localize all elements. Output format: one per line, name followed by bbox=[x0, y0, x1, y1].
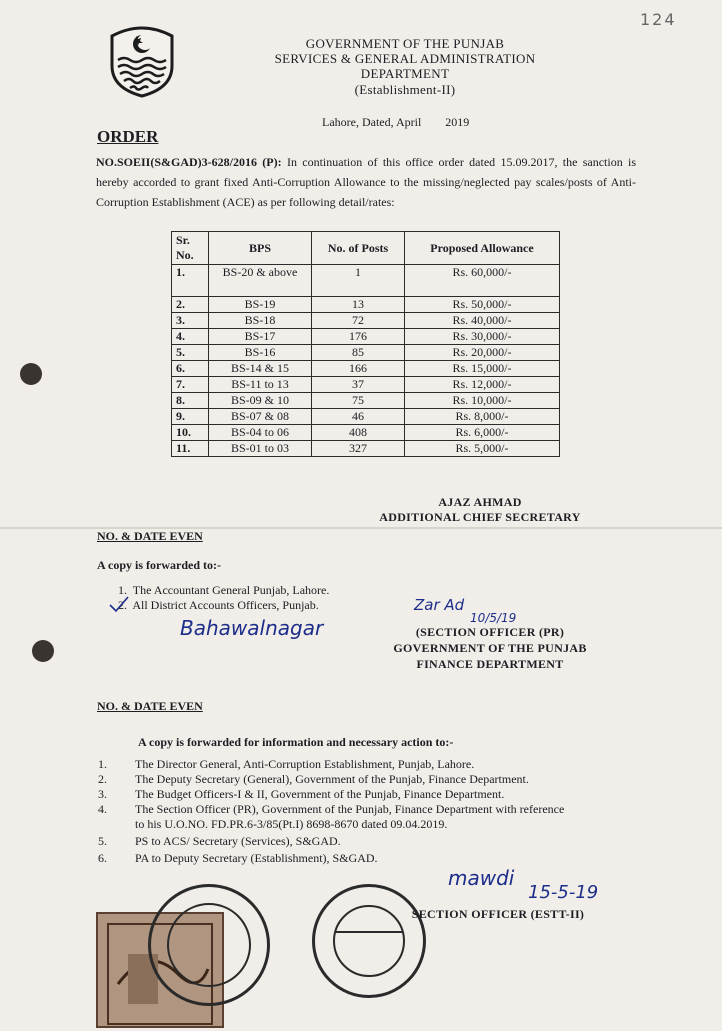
table-cell: Rs. 50,000/- bbox=[405, 297, 560, 313]
table-cell: Rs. 15,000/- bbox=[405, 361, 560, 377]
table-cell: 4. bbox=[172, 329, 209, 345]
list-item: The Director General, Anti-Corruption Establishment, Punjab, Lahore. bbox=[135, 757, 475, 771]
table-cell: Rs. 20,000/- bbox=[405, 345, 560, 361]
list-item-number: 4. bbox=[98, 802, 107, 816]
col-header-bps: BPS bbox=[209, 232, 312, 265]
table-row bbox=[172, 313, 560, 329]
list-item: PS to ACS/ Secretary (Services), S&GAD. bbox=[135, 834, 341, 848]
table-cell: BS-18 bbox=[209, 313, 312, 329]
office-line3: FINANCE DEPARTMENT bbox=[416, 657, 564, 671]
order-body bbox=[96, 152, 636, 212]
table-cell: BS-07 & 08 bbox=[209, 409, 312, 425]
list-item-number: 3. bbox=[98, 787, 107, 801]
table-cell: Rs. 8,000/- bbox=[405, 409, 560, 425]
list-item: The Section Officer (PR), Government of the Punjab, Finance Department with reference bbox=[135, 802, 565, 816]
table-cell: 85 bbox=[312, 345, 405, 361]
table-cell: Rs. 6,000/- bbox=[405, 425, 560, 441]
table-cell: 11. bbox=[172, 441, 209, 457]
table-cell: 75 bbox=[312, 393, 405, 409]
table-row bbox=[172, 441, 560, 457]
section-officer-estt: SECTION OFFICER (ESTT-II) bbox=[411, 907, 585, 921]
table-row bbox=[172, 425, 560, 441]
table-cell: 1. bbox=[172, 265, 209, 297]
list-item-number: 5. bbox=[98, 834, 107, 848]
col-header-posts: No. of Posts bbox=[312, 232, 405, 265]
page-number: 124 bbox=[640, 10, 677, 29]
dated-line: Lahore, Dated, April 2019 bbox=[322, 115, 470, 129]
table-cell: 10. bbox=[172, 425, 209, 441]
table-cell: BS-19 bbox=[209, 297, 312, 313]
punjab-emblem-logo bbox=[108, 26, 176, 98]
table-cell: 2. bbox=[172, 297, 209, 313]
order-title: ORDER bbox=[97, 127, 159, 146]
table-cell: 13 bbox=[312, 297, 405, 313]
signatory-title: ADDITIONAL CHIEF SECRETARY bbox=[379, 510, 581, 524]
table-cell: Rs. 5,000/- bbox=[405, 441, 560, 457]
table-row bbox=[172, 393, 560, 409]
round-receipt-stamp bbox=[312, 884, 426, 998]
list-item: The Budget Officers-I & II, Government of the Punjab, Finance Department. bbox=[135, 787, 505, 801]
list-item-number: 2. bbox=[98, 772, 107, 786]
table-cell: 327 bbox=[312, 441, 405, 457]
copy2-heading: NO. & DATE EVEN bbox=[97, 699, 203, 713]
table-cell: Rs. 30,000/- bbox=[405, 329, 560, 345]
table-row bbox=[172, 265, 560, 297]
signatory-name: AJAZ AHMAD bbox=[438, 495, 522, 509]
order-text: In continuation of this office order dated 15.09.2017, the sanction is hereby accorded to grant fixed Anti-Corruption Allowance to the missing/neglected pay scales/posts of Anti-Corruption Establishment (ACE) as per following detail/rates: bbox=[96, 155, 637, 209]
header-department: SERVICES & GENERAL ADMINISTRATION bbox=[274, 51, 536, 66]
handwritten-signature: mawdi bbox=[448, 866, 515, 890]
table-cell: 9. bbox=[172, 409, 209, 425]
copy1-forwarded: A copy is forwarded to:- bbox=[97, 558, 221, 572]
table-cell: 3. bbox=[172, 313, 209, 329]
table-row bbox=[172, 345, 560, 361]
table-cell: BS-04 to 06 bbox=[209, 425, 312, 441]
office-line2: GOVERNMENT OF THE PUNJAB bbox=[393, 641, 587, 655]
handwritten-date: 10/5/19 bbox=[470, 611, 517, 625]
table-cell: BS-16 bbox=[209, 345, 312, 361]
round-postmark-stamp bbox=[148, 884, 270, 1006]
table-cell: 176 bbox=[312, 329, 405, 345]
list-item-number: 6. bbox=[98, 851, 107, 865]
table-cell: 72 bbox=[312, 313, 405, 329]
table-cell: Rs. 40,000/- bbox=[405, 313, 560, 329]
table-cell: BS-17 bbox=[209, 329, 312, 345]
table-cell: 6. bbox=[172, 361, 209, 377]
table-cell: 8. bbox=[172, 393, 209, 409]
handwritten-place: Bahawalnagar bbox=[180, 616, 324, 640]
table-row bbox=[172, 409, 560, 425]
table-cell: 408 bbox=[312, 425, 405, 441]
table-cell: 1 bbox=[312, 265, 405, 297]
tick-mark-icon bbox=[108, 595, 130, 613]
table-row bbox=[172, 329, 560, 345]
table-row bbox=[172, 377, 560, 393]
table-header-row bbox=[172, 232, 560, 265]
table-cell: 166 bbox=[312, 361, 405, 377]
col-header-allowance: Proposed Allowance bbox=[405, 232, 560, 265]
table-cell: BS-09 & 10 bbox=[209, 393, 312, 409]
punch-hole bbox=[32, 640, 54, 662]
list-item-number: 1. bbox=[98, 757, 107, 771]
handwritten-date-2: 15-5-19 bbox=[528, 882, 599, 903]
order-number: NO.SOEII(S&GAD)3-628/2016 (P): bbox=[96, 155, 282, 169]
table-cell: BS-14 & 15 bbox=[209, 361, 312, 377]
header-establishment: (Establishment-II) bbox=[354, 82, 456, 97]
allowance-table bbox=[171, 231, 560, 457]
list-item: 2. All District Accounts Officers, Punjab. bbox=[118, 598, 319, 612]
office-line1: (SECTION OFFICER (PR) bbox=[415, 625, 565, 639]
list-item: 1. The Accountant General Punjab, Lahore. bbox=[118, 583, 330, 597]
table-row bbox=[172, 361, 560, 377]
handwritten-initials: Zar Ad bbox=[414, 596, 465, 614]
table-cell: Rs. 10,000/- bbox=[405, 393, 560, 409]
table-cell: Rs. 60,000/- bbox=[405, 265, 560, 297]
list-item: The Deputy Secretary (General), Government of the Punjab, Finance Department. bbox=[135, 772, 529, 786]
header-government: GOVERNMENT OF THE PUNJAB bbox=[305, 36, 505, 51]
list-item: PA to Deputy Secretary (Establishment), S&GAD. bbox=[135, 851, 378, 865]
header-department-cont: DEPARTMENT bbox=[360, 66, 450, 81]
table-cell: 46 bbox=[312, 409, 405, 425]
table-cell: 7. bbox=[172, 377, 209, 393]
table-cell: 5. bbox=[172, 345, 209, 361]
col-header-sr: Sr. No. bbox=[172, 232, 209, 265]
table-row bbox=[172, 297, 560, 313]
list-item: to his U.O.NO. FD.PR.6-3/85(Pt.I) 8698-8670 dated 09.04.2019. bbox=[135, 817, 448, 831]
table-cell: BS-01 to 03 bbox=[209, 441, 312, 457]
table-cell: 37 bbox=[312, 377, 405, 393]
table-cell: BS-11 to 13 bbox=[209, 377, 312, 393]
copy1-heading: NO. & DATE EVEN bbox=[97, 529, 203, 543]
table-cell: BS-20 & above bbox=[209, 265, 312, 297]
copy2-forwarded: A copy is forwarded for information and necessary action to:- bbox=[138, 735, 454, 749]
punch-hole bbox=[20, 363, 42, 385]
table-cell: Rs. 12,000/- bbox=[405, 377, 560, 393]
